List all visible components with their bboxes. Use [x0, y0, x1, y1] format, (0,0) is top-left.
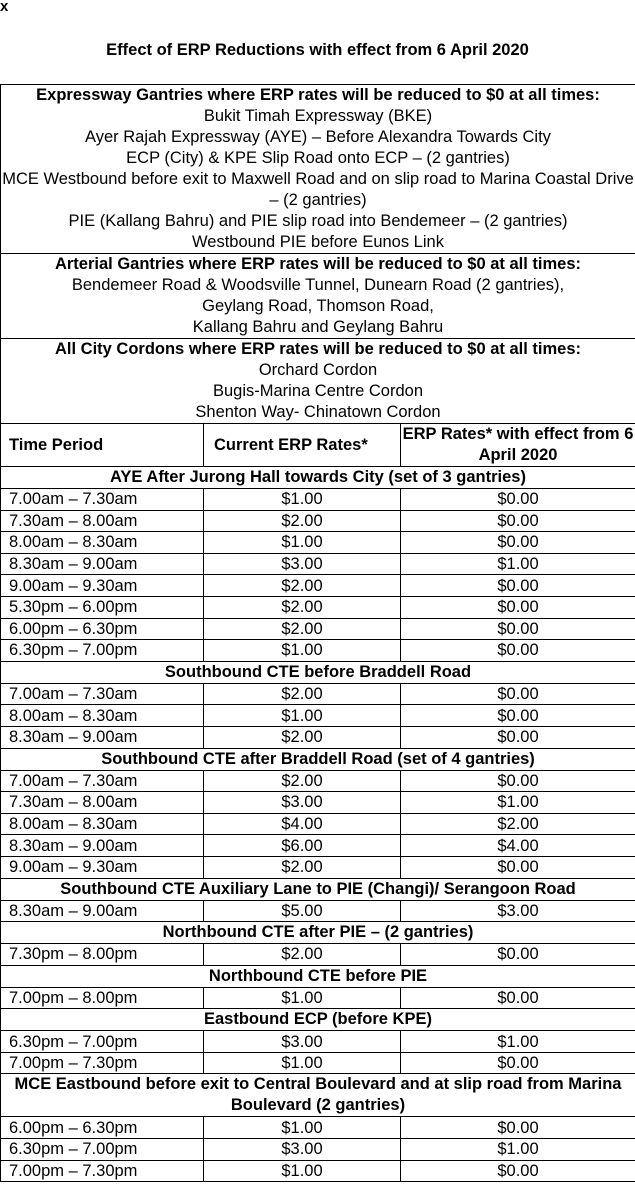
document-title: Effect of ERP Reductions with effect from 6 April 2020 — [106, 41, 529, 59]
column-header-time: Time Period — [1, 424, 204, 467]
section-header-row — [1, 1009, 635, 1031]
time-period-cell: 6.00pm – 6.30pm — [1, 1117, 204, 1139]
table-row — [1, 856, 635, 878]
table-row — [1, 944, 635, 966]
current-rate-cell: $6.00 — [204, 835, 401, 857]
table-row — [1, 770, 635, 792]
table-row — [1, 1031, 635, 1053]
new-rate-cell: $0.00 — [401, 1117, 635, 1139]
time-period-cell: 8.30am – 9.00am — [1, 726, 204, 748]
current-rate-cell: $2.00 — [204, 596, 401, 618]
table-row — [1, 640, 635, 662]
new-rate-cell: $1.00 — [401, 792, 635, 814]
time-period-cell: 6.30pm – 7.00pm — [1, 1139, 204, 1161]
section-header-row — [1, 748, 635, 770]
new-rate-cell: $0.00 — [401, 1052, 635, 1074]
current-rate-cell: $2.00 — [204, 510, 401, 532]
current-rate-cell: $2.00 — [204, 770, 401, 792]
current-rate-cell: $1.00 — [204, 1052, 401, 1074]
time-period-cell: 8.00am – 8.30am — [1, 705, 204, 727]
new-rate-cell: $0.00 — [401, 987, 635, 1009]
time-period-cell: 7.30am – 8.00am — [1, 510, 204, 532]
new-rate-cell: $0.00 — [401, 705, 635, 727]
time-period-cell: 9.00am – 9.30am — [1, 856, 204, 878]
new-rate-cell: $0.00 — [401, 510, 635, 532]
current-rate-cell: $2.00 — [204, 726, 401, 748]
table-row — [1, 618, 635, 640]
table-row — [1, 1139, 635, 1161]
new-rate-cell: $1.00 — [401, 1139, 635, 1161]
current-rate-cell: $1.00 — [204, 1117, 401, 1139]
section-title: MCE Eastbound before exit to Central Boulevard and at slip road from Marina Boulevard (2 gantries) — [1, 1074, 635, 1117]
section-header-row — [1, 922, 635, 944]
new-rate-cell: $2.00 — [401, 813, 635, 835]
table-row — [1, 510, 635, 532]
section-header-row — [1, 878, 635, 900]
table-row — [1, 705, 635, 727]
column-header-new: ERP Rates* with effect from 6 April 2020 — [401, 424, 635, 467]
table-row — [1, 813, 635, 835]
info-line: Bugis-Marina Centre Cordon — [212, 382, 423, 400]
current-rate-cell: $4.00 — [204, 813, 401, 835]
current-rate-cell: $1.00 — [204, 532, 401, 554]
info-line: MCE Westbound before exit to Maxwell Road and on slip road to Marina Coastal Drive – (2 gantries) — [2, 170, 634, 209]
new-rate-cell: $0.00 — [401, 1160, 635, 1182]
new-rate-cell: $0.00 — [401, 489, 635, 511]
current-rate-cell: $1.00 — [204, 705, 401, 727]
table-row — [1, 900, 635, 922]
current-rate-cell: $2.00 — [204, 575, 401, 597]
table-row — [1, 683, 635, 705]
current-rate-cell: $3.00 — [204, 1139, 401, 1161]
time-period-cell: 8.30am – 9.00am — [1, 835, 204, 857]
column-header-row — [1, 424, 635, 467]
table-row — [1, 532, 635, 554]
time-period-cell: 7.00pm – 8.00pm — [1, 987, 204, 1009]
column-header-current: Current ERP Rates* — [204, 424, 401, 467]
new-rate-cell: $0.00 — [401, 856, 635, 878]
current-rate-cell: $1.00 — [204, 489, 401, 511]
info-line: Bukit Timah Expressway (BKE) — [203, 107, 433, 125]
erp-rates-table — [0, 84, 635, 1182]
current-rate-cell: $2.00 — [204, 618, 401, 640]
section-title: Southbound CTE before Braddell Road — [1, 661, 635, 683]
info-line: Ayer Rajah Expressway (AYE) – Before Alexandra Towards City — [85, 128, 551, 146]
section-title: Northbound CTE before PIE — [1, 965, 635, 987]
new-rate-cell: $0.00 — [401, 575, 635, 597]
info-heading: Expressway Gantries where ERP rates will be reduced to $0 at all times: — [36, 86, 600, 104]
current-rate-cell: $2.00 — [204, 856, 401, 878]
current-rate-cell: $1.00 — [204, 987, 401, 1009]
current-rate-cell: $2.00 — [204, 944, 401, 966]
time-period-cell: 7.00pm – 7.30pm — [1, 1160, 204, 1182]
table-row — [1, 987, 635, 1009]
table-row — [1, 1160, 635, 1182]
new-rate-cell: $3.00 — [401, 900, 635, 922]
table-row — [1, 489, 635, 511]
current-rate-cell: $3.00 — [204, 792, 401, 814]
time-period-cell: 8.30am – 9.00am — [1, 553, 204, 575]
info-heading: Arterial Gantries where ERP rates will be reduced to $0 at all times: — [54, 255, 582, 273]
time-period-cell: 7.00am – 7.30am — [1, 770, 204, 792]
time-period-cell: 8.00am – 8.30am — [1, 532, 204, 554]
new-rate-cell: $0.00 — [401, 532, 635, 554]
current-rate-cell: $2.00 — [204, 683, 401, 705]
section-title: AYE After Jurong Hall towards City (set of 3 gantries) — [1, 467, 635, 489]
new-rate-cell: $0.00 — [401, 770, 635, 792]
info-block-arterial — [1, 254, 635, 339]
current-rate-cell: $3.00 — [204, 553, 401, 575]
table-row — [1, 792, 635, 814]
time-period-cell: 8.30am – 9.00am — [1, 900, 204, 922]
info-line: PIE (Kallang Bahru) and PIE slip road into Bendemeer – (2 gantries) — [68, 212, 568, 230]
corner-mark: x — [0, 0, 9, 15]
info-line: Westbound PIE before Eunos Link — [192, 233, 444, 251]
section-title: Southbound CTE after Braddell Road (set of 4 gantries) — [1, 748, 635, 770]
info-line: Bendemeer Road & Woodsville Tunnel, Dunearn Road (2 gantries), — [71, 276, 565, 294]
section-header-row — [1, 661, 635, 683]
table-row — [1, 835, 635, 857]
table-row — [1, 553, 635, 575]
new-rate-cell: $0.00 — [401, 726, 635, 748]
new-rate-cell: $0.00 — [401, 683, 635, 705]
info-line: Kallang Bahru and Geylang Bahru — [192, 318, 444, 336]
section-header-row — [1, 467, 635, 489]
new-rate-cell: $0.00 — [401, 944, 635, 966]
section-title: Eastbound ECP (before KPE) — [1, 1009, 635, 1031]
info-line: Geylang Road, Thomson Road, — [202, 297, 434, 315]
info-line: ECP (City) & KPE Slip Road onto ECP – (2 gantries) — [126, 149, 510, 167]
info-heading: All City Cordons where ERP rates will be reduced to $0 at all times: — [54, 340, 581, 358]
table-row — [1, 726, 635, 748]
time-period-cell: 7.00pm – 7.30pm — [1, 1052, 204, 1074]
table-row — [1, 1117, 635, 1139]
time-period-cell: 7.00am – 7.30am — [1, 489, 204, 511]
new-rate-cell: $0.00 — [401, 640, 635, 662]
new-rate-cell: $1.00 — [401, 1031, 635, 1053]
info-line: Shenton Way- Chinatown Cordon — [195, 403, 441, 421]
new-rate-cell: $1.00 — [401, 553, 635, 575]
table-row — [1, 1052, 635, 1074]
new-rate-cell: $4.00 — [401, 835, 635, 857]
current-rate-cell: $3.00 — [204, 1031, 401, 1053]
info-block-city-cordons — [1, 339, 635, 424]
section-title: Southbound CTE Auxiliary Lane to PIE (Changi)/ Serangoon Road — [1, 878, 635, 900]
time-period-cell: 7.30pm – 8.00pm — [1, 944, 204, 966]
new-rate-cell: $0.00 — [401, 596, 635, 618]
time-period-cell: 5.30pm – 6.00pm — [1, 596, 204, 618]
info-block-expressway — [1, 85, 635, 254]
time-period-cell: 7.30am – 8.00am — [1, 792, 204, 814]
current-rate-cell: $1.00 — [204, 640, 401, 662]
table-row — [1, 596, 635, 618]
current-rate-cell: $1.00 — [204, 1160, 401, 1182]
section-header-row — [1, 1074, 635, 1117]
section-title: Northbound CTE after PIE – (2 gantries) — [1, 922, 635, 944]
time-period-cell: 8.00am – 8.30am — [1, 813, 204, 835]
time-period-cell: 6.30pm – 7.00pm — [1, 1031, 204, 1053]
info-line: Orchard Cordon — [258, 361, 378, 379]
section-header-row — [1, 965, 635, 987]
time-period-cell: 7.00am – 7.30am — [1, 683, 204, 705]
time-period-cell: 6.00pm – 6.30pm — [1, 618, 204, 640]
new-rate-cell: $0.00 — [401, 618, 635, 640]
time-period-cell: 6.30pm – 7.00pm — [1, 640, 204, 662]
current-rate-cell: $5.00 — [204, 900, 401, 922]
time-period-cell: 9.00am – 9.30am — [1, 575, 204, 597]
table-row — [1, 575, 635, 597]
